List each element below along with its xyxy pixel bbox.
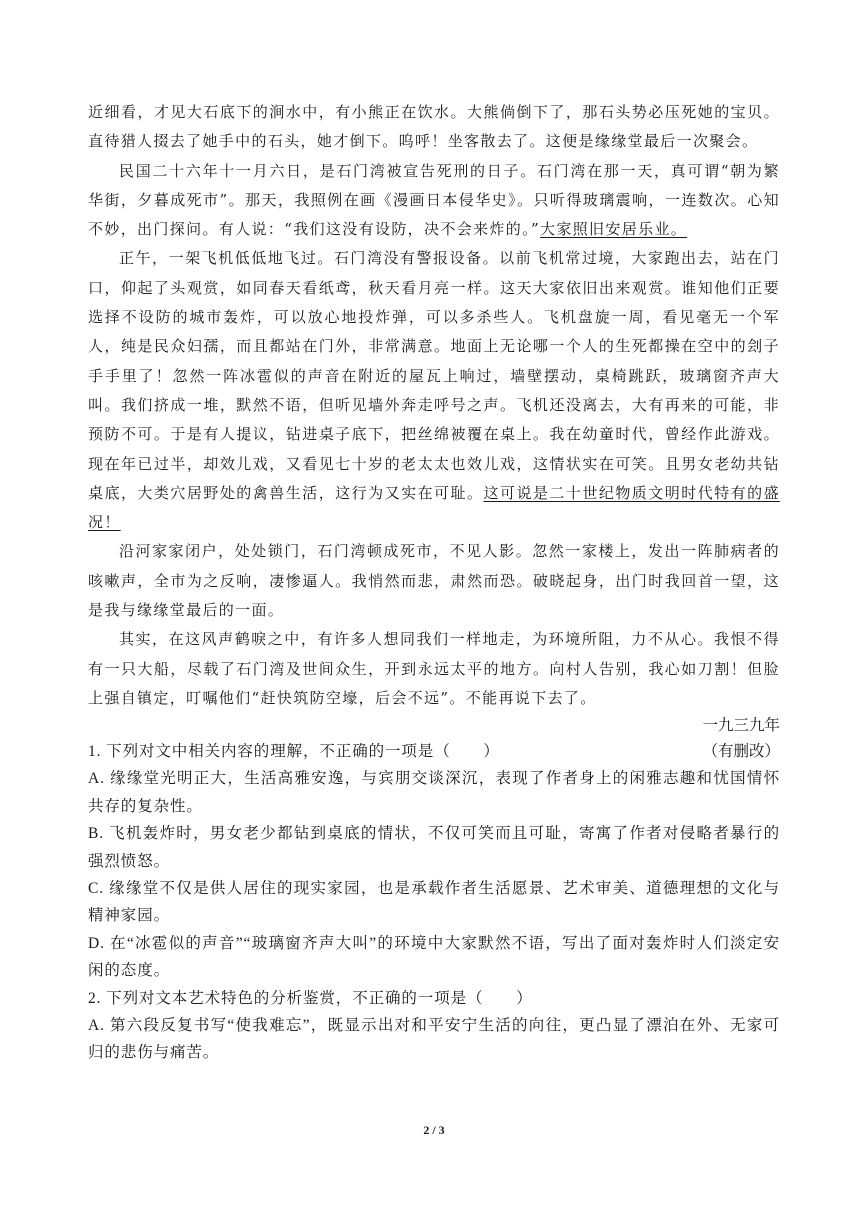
essay-date: 一九三九年	[702, 717, 780, 735]
question-2-stem: 2. 下列对文本艺术特色的分析鉴赏，不正确的一项是（ ）	[88, 989, 533, 1007]
underlined-sentence-2: 这可说是二十世纪物质文明时代特有的盛况！	[88, 483, 780, 532]
question-1-option-b: B. 飞机轰炸时，男女老少都钻到桌底的情状，不仅可笑而且可耻，寄寓了作者对侵略者暴行的强烈愤怒。	[88, 825, 780, 870]
paragraph-3	[88, 244, 780, 537]
paragraph-3-text: 正午，一架飞机低低地飞过。石门湾没有警报设备。以前飞机常过境，大家跑出去，站在门口，仰起了头观赏，如同春天看纸鸢，秋天看月亮一样。这天大家依旧出来观赏。谁知他们正要选择不设防的城市轰炸，可以放心地投炸弹，可以多杀些人。飞机盘旋一周，看见毫无一个军人，纯是民众妇孺，而且都站在门外，非常满意。地面上无论哪一个人的生死都操在空中的刽子手手里了！忽然一阵冰雹似的声音在附近的屋瓦上响过，墙壁摆动，桌椅跳跃，玻璃窗齐声大叫。我们挤成一堆，默然不语，但听见墙外奔走呼号之声。飞机还没离去，大有再来的可能，非预防不可。于是有人提议，钻进桌子底下，把丝绵被覆在桌上。我在幼童时代，曾经作此游戏。现在年已过半，却效儿戏，又看见七十岁的老太太也效儿戏，这情状实在可笑。且男女老幼共钻桌底，大类穴居野处的禽兽生活，这行为又实在可耻。	[88, 249, 780, 502]
question-section	[88, 738, 780, 1067]
paragraph-4: 沿河家家闭户，处处锁门，石门湾顿成死市，不见人影。忽然一家楼上，发出一阵肺病者的咳嗽声，全市为之反响，凄惨逼人。我悄然而悲，肃然而恐。破晓起身，出门时我回首一望，这是我与缘缘堂最后的一面。	[88, 542, 780, 620]
question-1-option-c: C. 缘缘堂不仅是供人居住的现实家园，也是承载作者生活愿景、艺术审美、道德理想的文化与精神家园。	[88, 880, 780, 925]
question-1-stem: 1. 下列对文中相关内容的理解，不正确的一项是（ ）	[88, 743, 500, 760]
paragraph-2	[88, 157, 780, 245]
page-number: 2 / 3	[423, 1123, 445, 1137]
question-1-option-a: A. 缘缘堂光明正大，生活高雅安逸，与宾朋交谈深沉，表现了作者身上的闲雅志趣和忧国情怀共存的复杂性。	[88, 770, 780, 815]
underlined-sentence-1: 大家照旧安居乐业。	[540, 220, 688, 239]
edit-note: （有删改）	[702, 743, 780, 761]
paragraph-1: 近细看，才见大石底下的涧水中，有小熊正在饮水。大熊倘倒下了，那石头势必压死她的宝贝。直待猎人掇去了她手中的石头，她才倒下。呜呼！坐客散去了。这便是缘缘堂最后一次聚会。	[88, 103, 780, 151]
question-1-option-d: D. 在“冰雹似的声音”“玻璃窗齐声大叫”的环境中大家默然不语，写出了面对轰炸时人们淡定安闲的态度。	[88, 934, 780, 980]
paragraph-5: 其实，在这风声鹤唳之中，有许多人想同我们一样地走，为环境所阻，力不从心。我恨不得有一只大船，尽载了石门湾及世间众生，开到永远太平的地方。向村人告别，我心如刀割！但脸上强自镇定，叮嘱他们“赶快筑防空壕，后会不远”。不能再说下去了。	[88, 630, 780, 707]
question-2-option-a: A. 第六段反复书写“使我难忘”，既显示出对和平安宁生活的向往，更凸显了漂泊在外、无家可归的悲伤与痛苦。	[88, 1017, 780, 1062]
essay-passage	[88, 98, 780, 765]
paragraph-2-text: 民国二十六年十一月六日，是石门湾被宣告死刑的日子。石门湾在那一天，真可谓“朝为繁华街，夕暮成死市”。那天，我照例在画《漫画日本侵华史》。只听得玻璃震响，一连数次。心知不妙，出门探问。有人说：“我们这没有设防，决不会来炸的。”	[88, 161, 780, 239]
